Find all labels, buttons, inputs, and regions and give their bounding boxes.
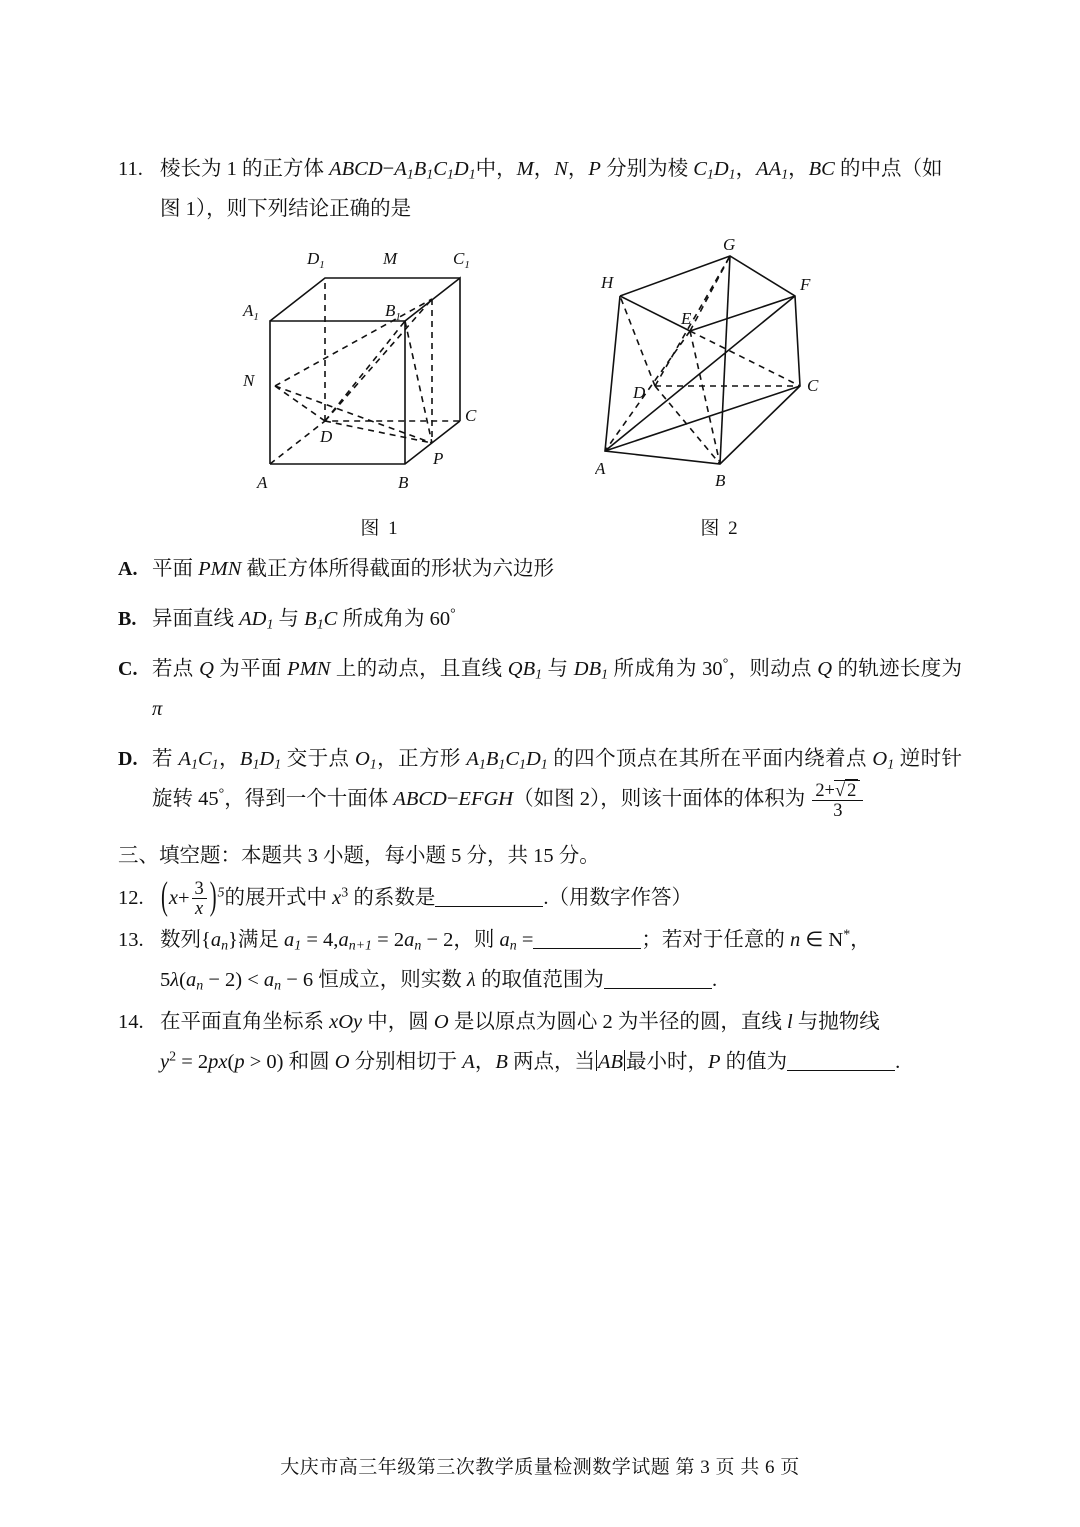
question-12 [118, 876, 962, 919]
q14-l2-h: 的值为 [720, 1050, 788, 1073]
q14-line-2 [160, 1043, 962, 1083]
q13-l1-an-sub: n [221, 938, 229, 954]
q13-l1-m-sup: * [843, 927, 851, 943]
question-11 [118, 150, 962, 821]
q13-l2-e: ) < [235, 968, 264, 991]
figure-2-caption: 图 2 [700, 517, 740, 539]
option-d-fraction: $\frac{2+√ 2}{3}$ [812, 780, 863, 821]
option-c[interactable] [118, 650, 962, 730]
q13-l1-n: ， [850, 928, 871, 951]
q12-answer-blank[interactable] [435, 885, 543, 907]
q14-l2-i: . [895, 1050, 901, 1073]
q14-line-1 [160, 1003, 962, 1043]
q12-tail-end: .（用数字作答） [543, 886, 692, 909]
stem-b: B [413, 158, 427, 180]
q12-x: x [332, 886, 342, 909]
stem-dash: − [382, 158, 395, 180]
q13-l2-f-sub: n [274, 978, 282, 994]
stem-d-sub: 1 [468, 167, 476, 183]
q14-l2-o: O [334, 1050, 350, 1073]
stem-p: P [588, 158, 601, 180]
option-c-label: C. [118, 657, 138, 680]
stem-c1: C [693, 158, 707, 180]
q12-paren-open: ( [161, 876, 168, 918]
question-12-number: 12. [118, 886, 144, 909]
fig2-label-D: D [633, 382, 646, 402]
q14-l2-a: = 2 [176, 1050, 209, 1073]
q14-l1-d: 与抛物线 [792, 1010, 880, 1033]
fig1-label-A: A [257, 472, 268, 492]
q13-l1-c-sub: 1 [294, 938, 302, 954]
fig1-label-N: N [243, 370, 255, 390]
fig2-label-H: H [601, 272, 614, 292]
question-13-text [160, 921, 962, 1001]
stem-comma-3: ， [735, 158, 757, 180]
stem-d1-sub: 1 [728, 167, 736, 183]
q13-l2-c: a [185, 968, 197, 991]
question-11-number: 11. [118, 158, 143, 180]
q14-l2-p: p [234, 1050, 245, 1073]
stem-n: N [554, 158, 568, 180]
q13-l1-e-sub: n+1 [348, 938, 373, 954]
stem-cube-abcd: ABCD [329, 158, 383, 180]
q14-l2-f: 两点，当 [507, 1050, 595, 1073]
fig2-label-A: A [595, 458, 606, 478]
q13-l1-e: a [338, 928, 349, 951]
fig1-label-D: D [320, 426, 333, 446]
fig1-label-D1: $D_1$ [307, 248, 325, 271]
figure-1-cube [235, 236, 525, 506]
q14-abs-close [624, 1050, 625, 1072]
fig1-label-A1: $A_1$ [243, 300, 259, 323]
option-a-label: A. [118, 557, 138, 580]
q13-l1-b: 满足 [237, 928, 285, 951]
figures-row [118, 236, 962, 540]
question-11-stem [160, 150, 962, 230]
q13-l2-f: a [263, 968, 275, 991]
q13-l1-k: ；若对于任意的 [641, 928, 791, 951]
figure-1-caption: 图 1 [360, 517, 400, 539]
q14-l2-ab: AB [597, 1050, 624, 1073]
q13-l1-i-sub: n [509, 938, 517, 954]
stem-a: A [394, 158, 407, 180]
fig1-label-C: C [465, 405, 477, 425]
option-c-text: 若点 Q 为平面 PMN 上的动点，且直线 $QB_1$ 与 $DB_1$ 所成角为 30°，则动点 Q 的轨迹长度为 π [152, 656, 963, 720]
stem-comma-1: ， [533, 158, 555, 180]
q14-l1-a: 在平面直角坐标系 [160, 1010, 330, 1033]
q12-paren-close: ) [209, 876, 217, 918]
option-b-text: 异面直线 $AD_1$ 与 $B_1C$ 所成角为 60° [152, 606, 456, 633]
option-b-label: B. [118, 607, 137, 630]
stem-d: D [453, 158, 469, 180]
stem-c-sub: 1 [446, 167, 454, 183]
q13-l1-c: a [284, 928, 295, 951]
q13-l2-lambda: λ [170, 968, 180, 991]
q12-power: 5 [217, 884, 225, 900]
q13-l1-h: − 2，则 [421, 928, 500, 951]
option-d-text: 若 $A_1C_1$，$B_1D_1$ 交于点 $O_1$，正方形 $A_1B_1C_1D_1$ 的四个顶点在其所在平面内绕着点 $O_1$ 逆时针旋转 45°，得到一个十面体 ABCD−EFGH（如图 2），则该十面体的体积为 $\frac{2+√ 2}{3}$ [152, 747, 963, 821]
q14-l2-d: 分别相切于 [349, 1050, 463, 1073]
figure-1-wrapper [235, 236, 525, 540]
q14-l2-A: A [462, 1050, 475, 1073]
q13-l1-j: = [516, 928, 534, 951]
q14-l2-g: 最小时， [626, 1050, 709, 1073]
q13-l2-d: − 2 [203, 968, 236, 991]
stem-d1: D [713, 158, 729, 180]
page-footer: 大庆市高三年级第三次教学质量检测数学试题 第 3 页 共 6 页 [280, 1457, 800, 1478]
q13-l2-g: − 6 恒成立，则实数 [281, 968, 467, 991]
stem-bc: BC [808, 158, 835, 180]
question-12-text [160, 876, 962, 919]
q13-line-2 [160, 961, 962, 1001]
stem-a-sub: 1 [406, 167, 414, 183]
stem-text-1: 棱长为 1 的正方体 [160, 158, 330, 180]
question-14-number: 14. [118, 1010, 144, 1033]
q14-abs-open [596, 1050, 597, 1072]
q14-l1-c: 是以原点为圆心 2 为半径的圆，直线 [448, 1010, 787, 1033]
q14-l2-e: ， [474, 1050, 496, 1073]
q13-l1-i: a [499, 928, 510, 951]
q13-l2-j: . [711, 968, 718, 991]
fig1-label-M: M [383, 248, 398, 268]
q13-l2-i: 的取值范围为 [475, 968, 604, 991]
fig1-label-B1: $B_1$ [385, 300, 401, 323]
q14-l1-xoy: xOy [329, 1010, 363, 1033]
stem-comma-4: ， [788, 158, 809, 180]
q13-l1-a: 数列 [160, 928, 201, 951]
q12-frac-den: x [192, 898, 207, 918]
q12-tail-pre: 的展开式中 [224, 886, 333, 909]
q13-l1-m: ∈ N [800, 928, 844, 951]
q13-answer-blank-1[interactable] [533, 927, 641, 949]
fig2-label-F: F [800, 274, 811, 294]
option-d[interactable] [118, 740, 962, 821]
q14-l2-P: P [708, 1050, 721, 1073]
fig2-label-E: E [681, 308, 692, 328]
q13-l1-g: a [404, 928, 415, 951]
q14-l1-b: 中，圆 [362, 1010, 434, 1033]
q14-l2-px: px [208, 1050, 228, 1073]
q12-var: x [168, 886, 178, 909]
q13-l2-a: 5 [160, 968, 171, 991]
fig2-label-G: G [723, 235, 736, 254]
fig2-label-B: B [715, 470, 726, 490]
q13-l1-f: = 2 [372, 928, 405, 951]
stem-aa1-sub: 1 [781, 167, 789, 183]
option-b[interactable] [118, 600, 962, 640]
q13-line-1: 数列$\{a_n\}$满足 $a_1 = 4,a_{n+1} = 2a_n - 2$，则 $a_n$ = ；若对于任意的 n ∈ N*， [160, 927, 871, 954]
q14-l1-l: l [786, 1010, 793, 1033]
q12-x-exp: 3 [341, 884, 349, 900]
stem-aa1: AA [756, 158, 782, 180]
q14-answer-blank[interactable] [787, 1049, 895, 1071]
option-d-label: D. [118, 747, 138, 770]
q14-l1-o: O [433, 1010, 449, 1033]
stem-c1-sub: 1 [706, 167, 714, 183]
q14-l2-y-sup: 2 [169, 1049, 177, 1065]
q12-fraction [192, 879, 207, 919]
question-14 [118, 1003, 962, 1083]
question-14-text [160, 1003, 962, 1083]
q13-l2-c-sub: n [196, 978, 204, 994]
q13-l1-d: = 4, [301, 928, 339, 951]
q13-l2-h: λ [466, 968, 476, 991]
fig2-label-C: C [807, 375, 819, 395]
question-13-number: 13. [118, 928, 144, 951]
fig1-label-B: B [398, 472, 409, 492]
fig1-label-C1: $C_1$ [453, 248, 470, 271]
stem-m: M [516, 158, 534, 180]
question-13 [118, 921, 962, 1001]
q14-l2-y: y [160, 1050, 170, 1073]
q12-frac-num: 3 [194, 877, 204, 898]
q14-l2-c: > 0) 和圆 [244, 1050, 335, 1073]
stem-c: C [433, 158, 447, 180]
q13-l2-b: ( [179, 968, 186, 991]
figure-2-wrapper [595, 236, 845, 540]
stem-text-3: 分别为棱 [600, 158, 694, 180]
q13-l1-g-sub: n [414, 938, 422, 954]
stem-text-2: 中， [475, 158, 517, 180]
stem-b-sub: 1 [426, 167, 434, 183]
q13-l1-l: n [790, 928, 801, 951]
q13-answer-blank-2[interactable] [604, 967, 712, 989]
q14-l2-b: ( [227, 1050, 235, 1073]
option-a[interactable] [118, 550, 962, 590]
stem-text-4: 的中点（如图 1），则下列结论正确的是 [160, 158, 943, 220]
fig1-label-P: P [433, 448, 444, 468]
q14-l2-B: B [495, 1050, 508, 1073]
stem-comma-2: ， [567, 158, 589, 180]
option-a-text: 平面 PMN 截正方体所得截面的形状为六边形 [152, 557, 555, 580]
q12-tail-post: 的系数是 [348, 886, 436, 909]
q12-plus: + [177, 886, 190, 909]
figure-2-decahedron [595, 236, 845, 506]
q13-l1-an: a [210, 928, 222, 951]
section-3-heading: 三、填空题：本题共 3 小题，每小题 5 分，共 15 分。 [118, 844, 600, 867]
